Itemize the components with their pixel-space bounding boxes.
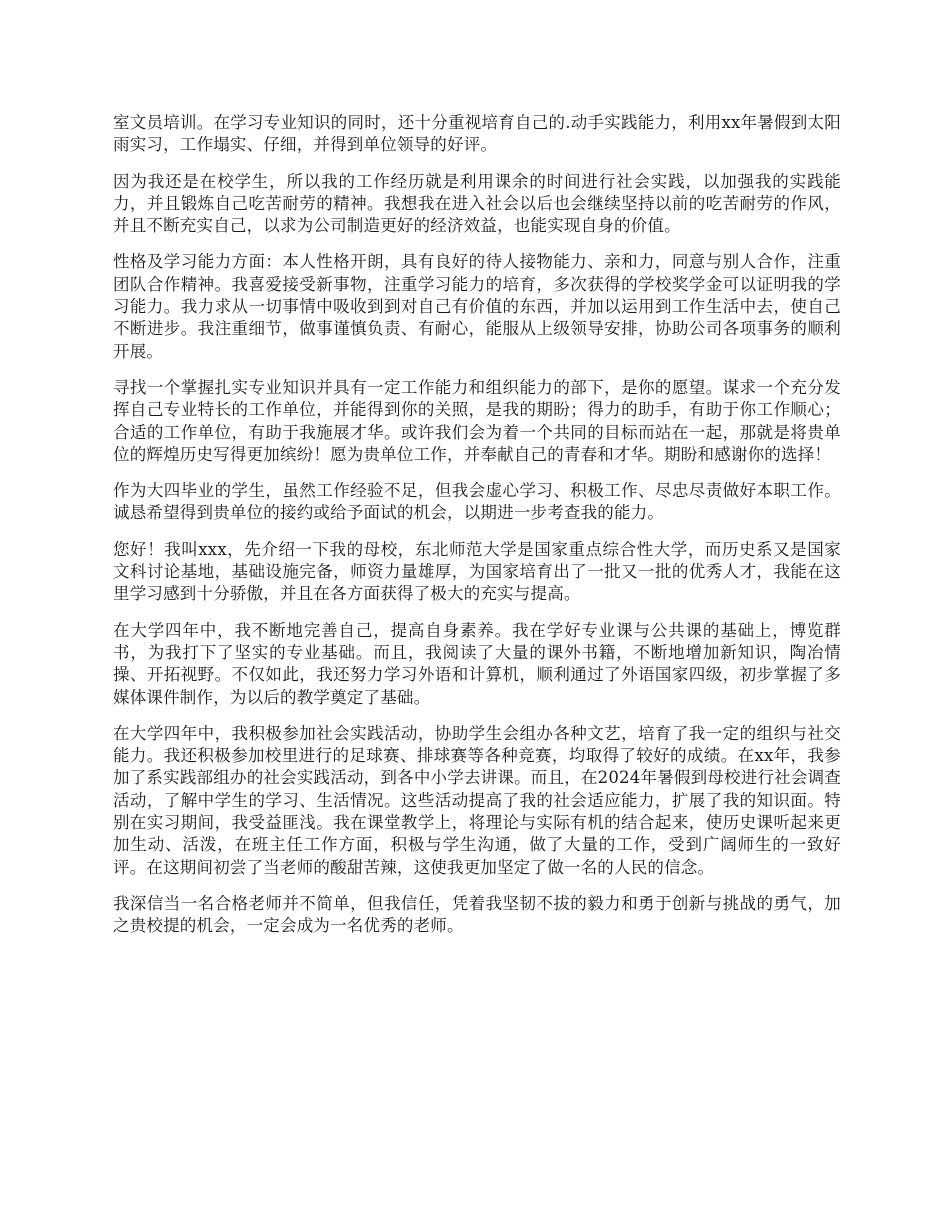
paragraph: 寻找一个掌握扎实专业知识并具有一定工作能力和组织能力的部下，是你的愿望。谋求一个充分发挥自己专业特长的工作单位，并能得到你的关照，是我的期盼；得力的助手，有助于你工作顺心；合适的工作单位，有助于我施展才华。或许我们会为着一个共同的目标而站在一起，那就是将贵单位的辉煌历史写得更加缤纷！愿为贵单位工作，并奉献自己的青春和才华。期盼和感谢你的选择！ — [113, 377, 841, 464]
document-body — [113, 112, 841, 952]
paragraph: 性格及学习能力方面：本人性格开朗，具有良好的待人接物能力、亲和力，同意与别人合作，注重团队合作精神。我喜爱接受新事物，注重学习能力的培育，多次获得的学校奖学金可以证明我的学习能力。我力求从一切事情中吸收到到对自己有价值的东西，并加以运用到工作生活中去，使自己不断进步。我注重细节，做事谨慎负责、有耐心，能服从上级领导安排，协助公司各项事务的顺利开展。 — [113, 252, 841, 361]
paragraph: 因为我还是在校学生，所以我的工作经历就是利用课余的时间进行社会实践，以加强我的实践能力，并且锻炼自己吃苦耐劳的精神。我想我在进入社会以后也会继续坚持以前的吃苦耐劳的作风，并且不断充实自己，以求为公司制造更好的经济效益，也能实现自身的价值。 — [113, 171, 841, 236]
paragraph: 在大学四年中，我积极参加社会实践活动，协助学生会组办各种文艺，培育了我一定的组织与社交能力。我还积极参加校里进行的足球赛、排球赛等各种竞赛，均取得了较好的成绩。在xx年，我参加了系实践部组办的社会实践活动，到各中小学去讲课。而且，在2024年暑假到母校进行社会调查活动，了解中学生的学习、生活情况。这些活动提高了我的社会适应能力，扩展了我的知识面。特别在实习期间，我受益匪浅。我在课堂教学上，将理论与实际有机的结合起来，使历史课听起来更加生动、活泼，在班主任工作方面，积极与学生沟通，做了大量的工作，受到广阔师生的一致好评。在这期间初尝了当老师的酸甜苦辣，这使我更加坚定了做一名的人民的信念。 — [113, 723, 841, 877]
paragraph: 在大学四年中，我不断地完善自己，提高自身素养。我在学好专业课与公共课的基础上，博览群书，为我打下了坚实的专业基础。而且，我阅读了大量的课外书籍，不断地增加新知识，陶冶情操、开拓视野。不仅如此，我还努力学习外语和计算机，顺利通过了外语国家四级，初步掌握了多媒体课件制作，为以后的教学奠定了基础。 — [113, 620, 841, 707]
paragraph: 作为大四毕业的学生，虽然工作经验不足，但我会虚心学习、积极工作、尽忠尽责做好本职工作。诚恳希望得到贵单位的接约或给予面试的机会，以期进一步考查我的能力。 — [113, 481, 841, 523]
paragraph: 我深信当一名合格老师并不简单，但我信任，凭着我坚韧不拔的毅力和勇于创新与挑战的勇气，加之贵校提的机会，一定会成为一名优秀的老师。 — [113, 893, 841, 936]
paragraph: 室文员培训。在学习专业知识的同时，还十分重视培育自己的.动手实践能力，利用xx年暑假到太阳雨实习，工作塌实、仔细，并得到单位领导的好评。 — [113, 113, 841, 155]
paragraph: 您好！我叫xxx，先介绍一下我的母校，东北师范大学是国家重点综合性大学，而历史系又是国家文科讨论基地，基础设施完备，师资力量雄厚，为国家培育出了一批又一批的优秀人才，我能在这里学习感到十分骄傲，并且在各方面获得了极大的充实与提高。 — [113, 539, 841, 604]
